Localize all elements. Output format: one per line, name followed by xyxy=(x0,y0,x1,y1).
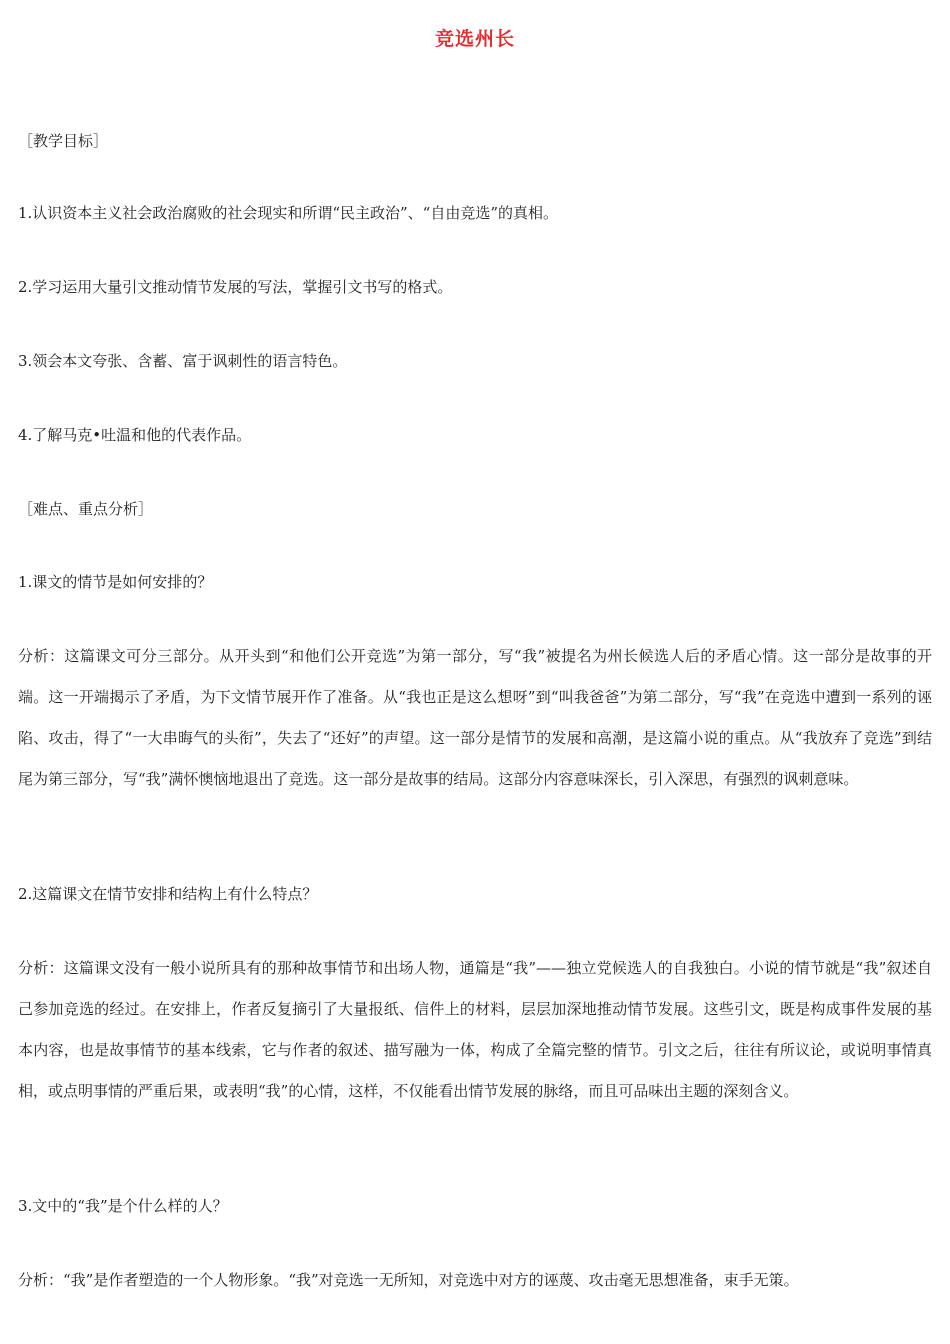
answer-1: 分析：这篇课文可分三部分。从开头到“和他们公开竞选”为第一部分，写“我”被提名为州长候选人后的矛盾心情。这一部分是故事的开端。这一开端揭示了矛盾，为下文情节展开作了准备。从“我也正是这么想呀”到“叫我爸爸”为第二部分，写“我”在竞选中遭到一系列的诬陷、攻击，得了“一大串晦气的头衔”，失去了“还好”的声望。这一部分是情节的发展和高潮，是这篇小说的重点。从“我放弃了竞选”到结尾为第三部分，写“我”满怀懊恼地退出了竞选。这一部分是故事的结局。这部分内容意味深长，引入深思，有强烈的讽刺意味。 xyxy=(18,647,932,788)
question-3: 3.文中的“我”是个什么样的人？ xyxy=(18,1197,228,1215)
answer-3: 分析：“我”是作者塑造的一个人物形象。“我”对竞选一无所知，对竞选中对方的诬蔑、攻击毫无思想准备，束手无策。 xyxy=(18,1271,799,1289)
goal-item-4: 4.了解马克•吐温和他的代表作品。 xyxy=(18,426,252,444)
goal-item-1: 1.认识资本主义社会政治腐败的社会现实和所谓“民主政治”、“自由竞选”的真相。 xyxy=(18,204,558,222)
analysis-heading: ［难点、重点分析］ xyxy=(18,500,154,518)
goal-item-3: 3.领会本文夸张、含蓄、富于讽刺性的语言特色。 xyxy=(18,352,348,370)
question-2: 2.这篇课文在情节安排和结构上有什么特点？ xyxy=(18,885,318,903)
goal-item-2: 2.学习运用大量引文推动情节发展的写法，掌握引文书写的格式。 xyxy=(18,278,453,296)
question-1: 1.课文的情节是如何安排的？ xyxy=(18,573,213,591)
answer-2: 分析：这篇课文没有一般小说所具有的那种故事情节和出场人物，通篇是“我”——独立党候选人的自我独白。小说的情节就是“我”叙述自己参加竞选的经过。在安排上，作者反复摘引了大量报纸、信件上的材料，层层加深地推动情节发展。这些引文，既是构成事件发展的基本内容，也是故事情节的基本线索，它与作者的叙述、描写融为一体，构成了全篇完整的情节。引文之后，往往有所议论，或说明事情真相，或点明事情的严重后果，或表明“我”的心情，这样，不仅能看出情节发展的脉络，而且可品味出主题的深刻含义。 xyxy=(18,959,932,1100)
goals-heading: ［教学目标］ xyxy=(18,132,109,150)
document-title: 竞选州长 xyxy=(434,28,515,50)
